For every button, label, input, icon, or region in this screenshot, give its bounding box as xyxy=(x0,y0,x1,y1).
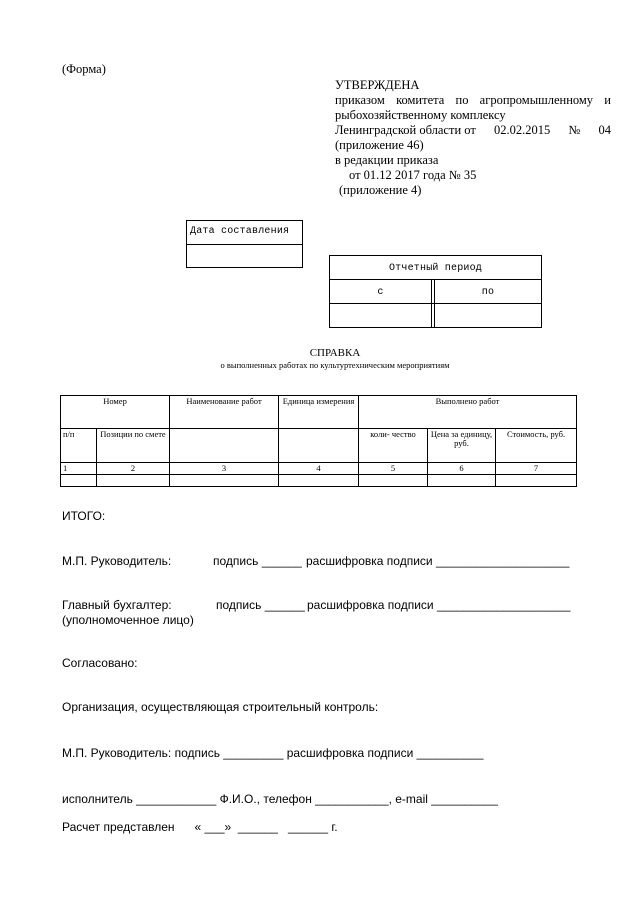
header-position: Позиции по смете xyxy=(97,429,170,463)
chief-accountant-label: Главный бухгалтер: xyxy=(62,598,172,612)
approval-line-7: (приложение 4) xyxy=(339,183,422,197)
manager2-line: М.П. Руководитель: подпись _________ расшифровка подписи __________ xyxy=(62,746,484,760)
header-qty: коли- чество xyxy=(359,429,428,463)
approval-line-3: Ленинградской области от 02.02.2015 № 04 xyxy=(335,123,611,137)
date-box-label: Дата составления xyxy=(190,226,290,237)
period-to-label: по xyxy=(481,287,495,298)
authorized-person-label: (уполномоченное лицо) xyxy=(62,613,194,627)
table-cell[interactable] xyxy=(279,475,359,487)
document-subtitle: о выполненных работах по культуртехническим мероприятиям xyxy=(220,360,450,370)
table-cell[interactable] xyxy=(61,475,97,487)
header-cost: Стоимость, руб. xyxy=(496,429,577,463)
approval-line-6: от 01.12 2017 года № 35 xyxy=(349,168,477,182)
col-num-7: 7 xyxy=(496,463,577,475)
header-empty-name xyxy=(170,429,279,463)
header-name: Наименование работ xyxy=(170,396,279,429)
header-done: Выполнено работ xyxy=(359,396,577,429)
col-num-6: 6 xyxy=(428,463,496,475)
period-box xyxy=(329,255,542,328)
works-table xyxy=(60,395,577,487)
header-number: Номер xyxy=(61,396,170,429)
approval-line-4: (приложение 46) xyxy=(335,138,424,152)
date-input-cell[interactable] xyxy=(186,244,303,268)
manager-label: М.П. Руководитель: xyxy=(62,554,172,568)
table-row xyxy=(61,475,577,487)
approval-line-5: в редакции приказа xyxy=(335,153,439,167)
chief-accountant-sign: подпись ______ xyxy=(216,598,305,612)
header-pp: п/п xyxy=(61,429,97,463)
header-price: Цена за единицу, руб. xyxy=(428,429,496,463)
approval-line-1: приказом комитета по агропромышленному и xyxy=(335,93,611,107)
manager-sign: подпись ______ xyxy=(213,554,302,568)
document-title: СПРАВКА xyxy=(309,347,361,359)
agreed-label: Согласовано: xyxy=(62,656,138,670)
organization-label: Организация, осуществляющая строительный контроль: xyxy=(62,700,379,714)
table-cell[interactable] xyxy=(97,475,170,487)
calculation-date-line: Расчет представлен « ___» ______ ______ г. xyxy=(62,820,338,834)
col-num-1: 1 xyxy=(61,463,97,475)
col-num-4: 4 xyxy=(279,463,359,475)
form-label: (Форма) xyxy=(62,62,106,76)
table-cell[interactable] xyxy=(170,475,279,487)
table-cell[interactable] xyxy=(359,475,428,487)
manager-decode: расшифровка подписи ____________________ xyxy=(306,554,570,568)
approval-line-2: рыбохозяйственному комплексу xyxy=(335,108,506,122)
approval-title: УТВЕРЖДЕНА xyxy=(335,78,420,92)
col-num-5: 5 xyxy=(359,463,428,475)
table-cell[interactable] xyxy=(428,475,496,487)
period-from-label: с xyxy=(377,287,384,298)
header-empty-unit xyxy=(279,429,359,463)
header-unit: Единица измерения xyxy=(279,396,359,429)
executor-line: исполнитель ____________ Ф.И.О., телефон ___________, e-mail __________ xyxy=(62,792,498,806)
chief-accountant-decode: расшифровка подписи ____________________ xyxy=(307,598,571,612)
col-num-2: 2 xyxy=(97,463,170,475)
total-label: ИТОГО: xyxy=(62,509,106,523)
period-label: Отчетный период xyxy=(388,263,482,274)
col-num-3: 3 xyxy=(170,463,279,475)
table-cell[interactable] xyxy=(496,475,577,487)
approval-block xyxy=(335,78,611,198)
